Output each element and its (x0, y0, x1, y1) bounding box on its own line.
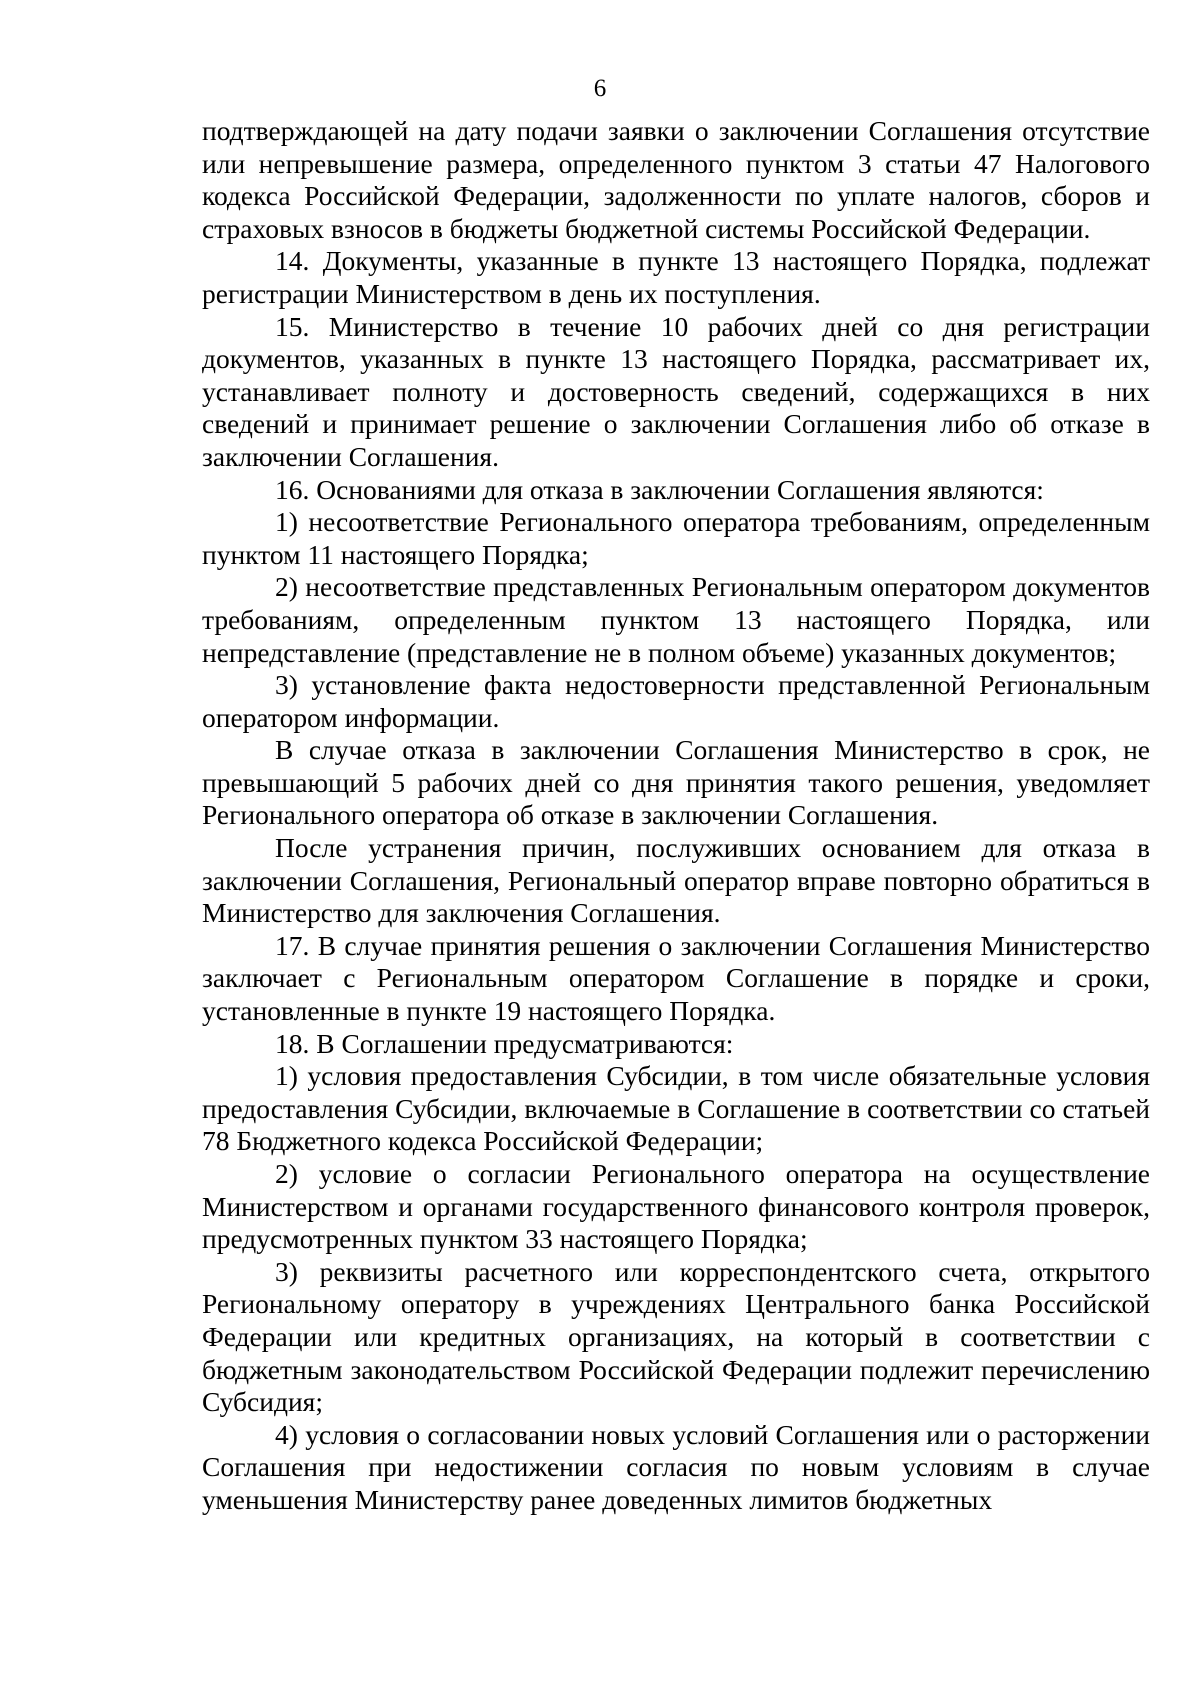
paragraph-item-16-2: 2) несоответствие представленных Региональным оператором документов требованиям, определенным пунктом 13 настоящего Порядка, или непредставление (представление не в полном объеме) указанных документов; (202, 571, 1150, 668)
paragraph-refusal-notice: В случае отказа в заключении Соглашения Министерство в срок, не превышающий 5 рабочих дней со дня принятия такого решения, уведомляет Регионального оператора об отказе в заключении Соглашения. (202, 734, 1150, 831)
paragraph-item-14: 14. Документы, указанные в пункте 13 настоящего Порядка, подлежат регистрации Министерством в день их поступления. (202, 245, 1150, 309)
paragraph-item-16-3: 3) установление факта недостоверности представленной Региональным оператором информации. (202, 669, 1150, 733)
page-number: 6 (593, 75, 607, 102)
document-body (202, 115, 1150, 1517)
paragraph-item-16-1: 1) несоответствие Регионального оператора требованиям, определенным пунктом 11 настоящего Порядка; (202, 506, 1150, 570)
paragraph-item-17: 17. В случае принятия решения о заключении Соглашения Министерство заключает с Региональным оператором Соглашение в порядке и сроки, установленные в пункте 19 настоящего Порядка. (202, 929, 1150, 1027)
paragraph-item-18-4: 4) условия о согласовании новых условий Соглашения или о расторжении Соглашения при недостижении согласия по новым условиям в случае уменьшения Министерству ранее доведенных лимитов бюджетных (202, 1418, 1150, 1515)
paragraph-item-18-1: 1) условия предоставления Субсидии, в том числе обязательные условия предоставления Субсидии, включаемые в Соглашение в соответствии со статьей 78 Бюджетного кодекса Российской Федерации; (202, 1060, 1150, 1157)
paragraph-item-18-2: 2) условие о согласии Регионального оператора на осуществление Министерством и органами государственного финансового контроля проверок, предусмотренных пунктом 33 настоящего Порядка; (202, 1158, 1150, 1255)
paragraph-continuation: подтверждающей на дату подачи заявки о заключении Соглашения отсутствие или непревышение размера, определенного пунктом 3 статьи 47 Налогового кодекса Российской Федерации, задолженности по уплате налогов, сборов и страховых взносов в бюджеты бюджетной системы Российской Федерации. (202, 115, 1150, 244)
paragraph-item-15: 15. Министерство в течение 10 рабочих дней со дня регистрации документов, указанных в пункте 13 настоящего Порядка, рассматривает их, устанавливает полноту и достоверность сведений, содержащихся в них сведений и принимает решение о заключении Соглашения либо об отказе в заключении Соглашения. (202, 310, 1150, 472)
paragraph-item-16: 16. Основаниями для отказа в заключении Соглашения являются: (275, 473, 1044, 505)
paragraph-item-18-3: 3) реквизиты расчетного или корреспондентского счета, открытого Региональному оператору в учреждениях Центрального банка Российской Федерации или кредитных организациях, на который в соответствии с бюджетным законодательством Российской Федерации подлежит перечислению Субсидия; (202, 1255, 1150, 1418)
paragraph-item-18: 18. В Соглашении предусматриваются: (275, 1027, 734, 1059)
paragraph-reapplication: После устранения причин, послуживших основанием для отказа в заключении Соглашения, Региональный оператор вправе повторно обратиться в Министерство для заключения Соглашения. (202, 832, 1150, 929)
